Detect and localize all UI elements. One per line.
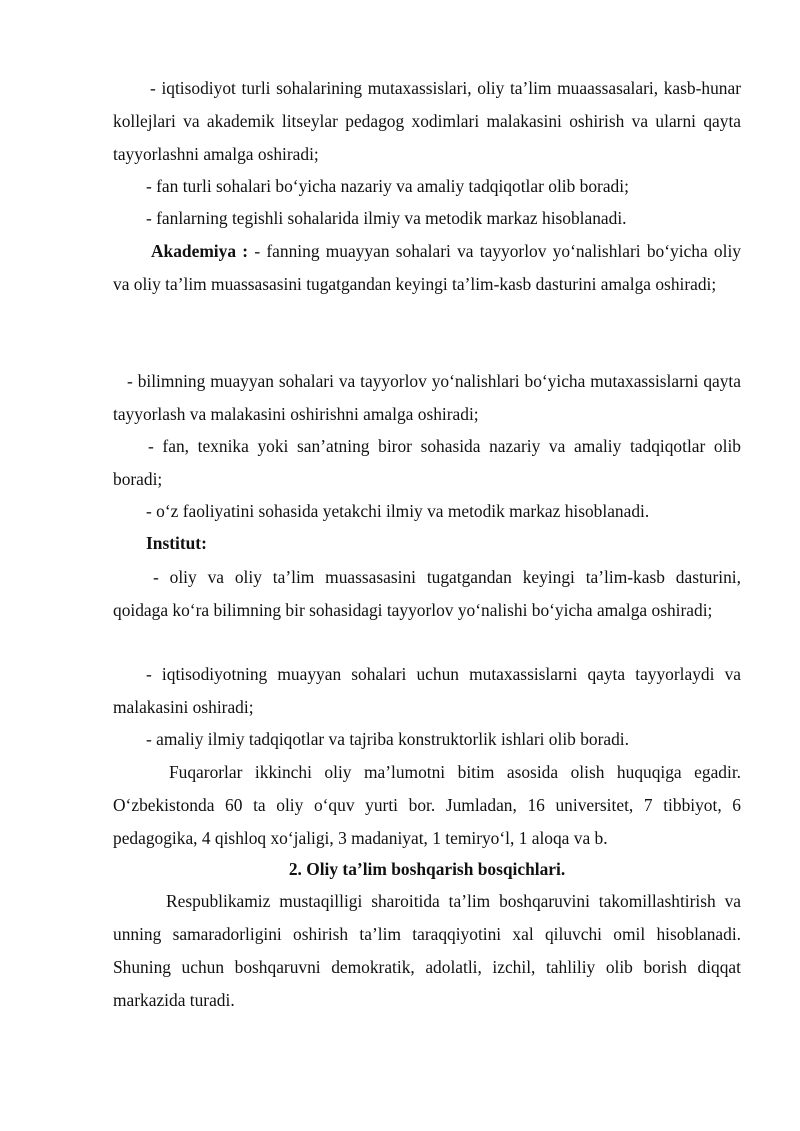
paragraph-5: - bilimning muayyan sohalari va tayyorlov yo‘nalishlari bo‘yicha mutaxassislarni qayta tayyorlash va malakasini oshirishni amalga oshiradi; <box>113 371 741 424</box>
akademiya-text: - fanning muayyan sohalari va tayyorlov yo‘nalishlari bo‘yicha oliy va oliy ta’lim muassasasini tugatgandan keyingi ta’lim-kasb dasturini amalga oshiradi; <box>113 241 741 294</box>
paragraph-13: Respublikamiz mustaqilligi sharoitida ta’lim boshqaruvini takomillashtirish va unning samaradorligini oshirish ta’lim taraqqiyotini xal qiluvchi omil hisoblanadi. Shuning uchun boshqaruvni demokratik, adolatli, izchil, tahliliy olib borish diqqat markazida turadi. <box>113 891 741 1010</box>
paragraph-3: - fanlarning tegishli sohalarida ilmiy va metodik markaz hisoblanadi. <box>146 208 627 228</box>
paragraph-1: - iqtisodiyot turli sohalarining mutaxassislari, oliy ta’lim muaassasalari, kasb-hunar kollejlari va akademik litseylar pedagog xodimlari malakasini oshirish va ularni qayta tayyorlashni amalga oshiradi; <box>113 78 741 164</box>
akademiya-label: Akademiya : <box>151 241 249 261</box>
section-heading: 2. Oliy ta’lim boshqarish bosqichlari. <box>288 859 566 879</box>
paragraph-akademiya <box>113 235 741 301</box>
paragraph-9: - oliy va oliy ta’lim muassasasini tugatgandan keyingi ta’lim-kasb dasturini, qoidaga ko‘ra bilimning bir sohasidagi tayyorlov yo‘nalishi bo‘yicha amalga oshiradi; <box>113 567 741 620</box>
paragraph-10: - iqtisodiyotning muayyan sohalari uchun mutaxassislarni qayta tayyorlaydi va malakasini oshiradi; <box>113 664 741 717</box>
paragraph-6: - fan, texnika yoki san’atning biror sohasida nazariy va amaliy tadqiqotlar olib boradi; <box>113 436 741 489</box>
paragraph-11: - amaliy ilmiy tadqiqotlar va tajriba konstruktorlik ishlari olib boradi. <box>146 729 629 749</box>
paragraph-7: - o‘z faoliyatini sohasida yetakchi ilmiy va metodik markaz hisoblanadi. <box>146 501 650 521</box>
institut-heading: Institut: <box>146 533 207 553</box>
paragraph-12: Fuqarorlar ikkinchi oliy ma’lumotni bitim asosida olish huquqiga egadir. O‘zbekistonda 60 ta oliy o‘quv yurti bor. Jumladan, 16 universitet, 7 tibbiyot, 6 pedagogika, 4 qishloq xo‘jaligi, 3 madaniyat, 1 temiryo‘l, 1 aloqa va b. <box>113 762 741 848</box>
paragraph-2: - fan turli sohalari bo‘yicha nazariy va amaliy tadqiqotlar olib boradi; <box>146 176 629 196</box>
